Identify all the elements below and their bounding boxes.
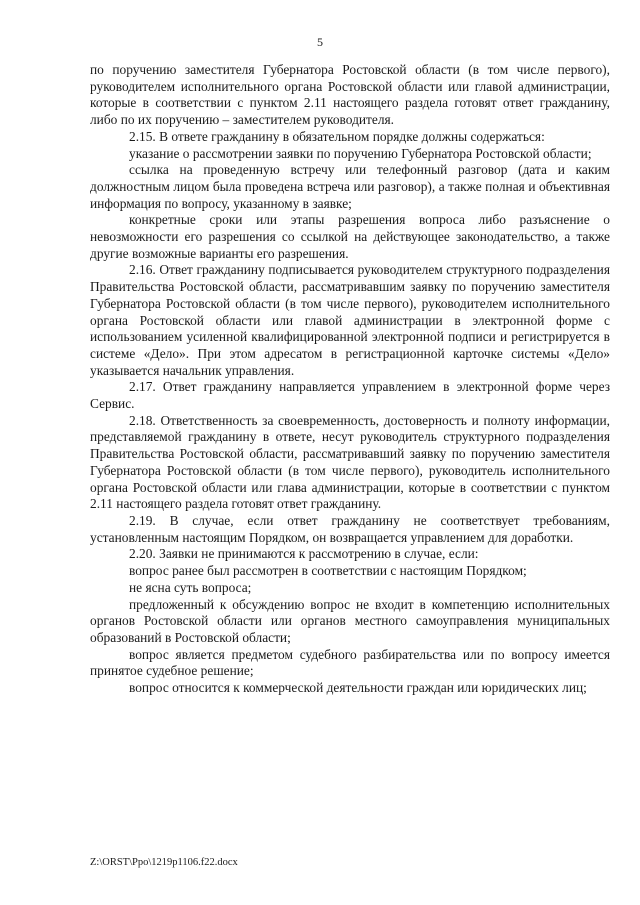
paragraph: вопрос является предметом судебного разбирательства или по вопросу имеется принятое судебное решение; — [90, 646, 610, 679]
paragraph: вопрос ранее был рассмотрен в соответствии с настоящим Порядком; — [129, 563, 527, 579]
paragraph: не ясна суть вопроса; — [129, 579, 252, 595]
paragraph: 2.16. Ответ гражданину подписывается руководителем структурного подразделения Правительства Ростовской области, рассматривавшим заявку по поручению заместителя Губернатора Ростовской области (в том числе первого), руководителем исполнительного органа Ростовской области или главой администрации в электронной форме с использованием усиленной квалифицированной электронной подписи и регистрируется в системе «Дело». При этом адресатом в регистрационной карточке системы «Дело» указывается начальник управления. — [90, 262, 610, 378]
paragraph: вопрос относится к коммерческой деятельности граждан или юридических лиц; — [129, 680, 587, 696]
paragraph: 2.15. В ответе гражданину в обязательном порядке должны содержаться: — [129, 128, 545, 144]
paragraph: ссылка на проведенную встречу или телефонный разговор (дата и каким должностным лицом была проведена встреча или разговор), а также полная и объективная информация по вопросу, указанному в заявке; — [90, 162, 610, 211]
paragraph: конкретные сроки или этапы разрешения вопроса либо разъяснение о невозможности его разрешения со ссылкой на действующее законодательство, а также другие возможные варианты его разрешения. — [90, 212, 610, 261]
file-path-footer: Z:\ORST\Ppo\1219p1106.f22.docx — [90, 857, 238, 868]
paragraph: 2.18. Ответственность за своевременность, достоверность и полноту информации, представляемой гражданину в ответе, несут руководитель структурного подразделения Правительства Ростовской области, рассматривавший заявку по поручению заместителя Губернатора Ростовской области (в том числе первого), руководитель исполнительного органа Ростовской области или глава администрации, которые в соответствии с пунктом 2.11 настоящего раздела готовят ответ гражданину. — [90, 412, 610, 512]
paragraph: предложенный к обсуждению вопрос не входит в компетенцию исполнительных органов Ростовской области или органов местного самоуправления муниципальных образований в Ростовской области; — [90, 596, 610, 645]
paragraph: указание о рассмотрении заявки по поручению Губернатора Ростовской области; — [129, 145, 592, 161]
document-body — [90, 62, 610, 697]
paragraph: по поручению заместителя Губернатора Ростовской области (в том числе первого), руководителем исполнительного органа Ростовской области или главой администрации, которые в соответствии с пунктом 2.11 настоящего раздела готовят ответ гражданину, либо по их поручению – заместителем руководителя. — [90, 62, 610, 128]
paragraph: 2.17. Ответ гражданину направляется управлением в электронной форме через Сервис. — [90, 379, 610, 412]
page-number: 5 — [317, 35, 323, 49]
paragraph: 2.19. В случае, если ответ гражданину не соответствует требованиям, установленным настоящим Порядком, он возвращается управлением для доработки. — [90, 512, 610, 545]
paragraph: 2.20. Заявки не принимаются к рассмотрению в случае, если: — [129, 546, 479, 562]
